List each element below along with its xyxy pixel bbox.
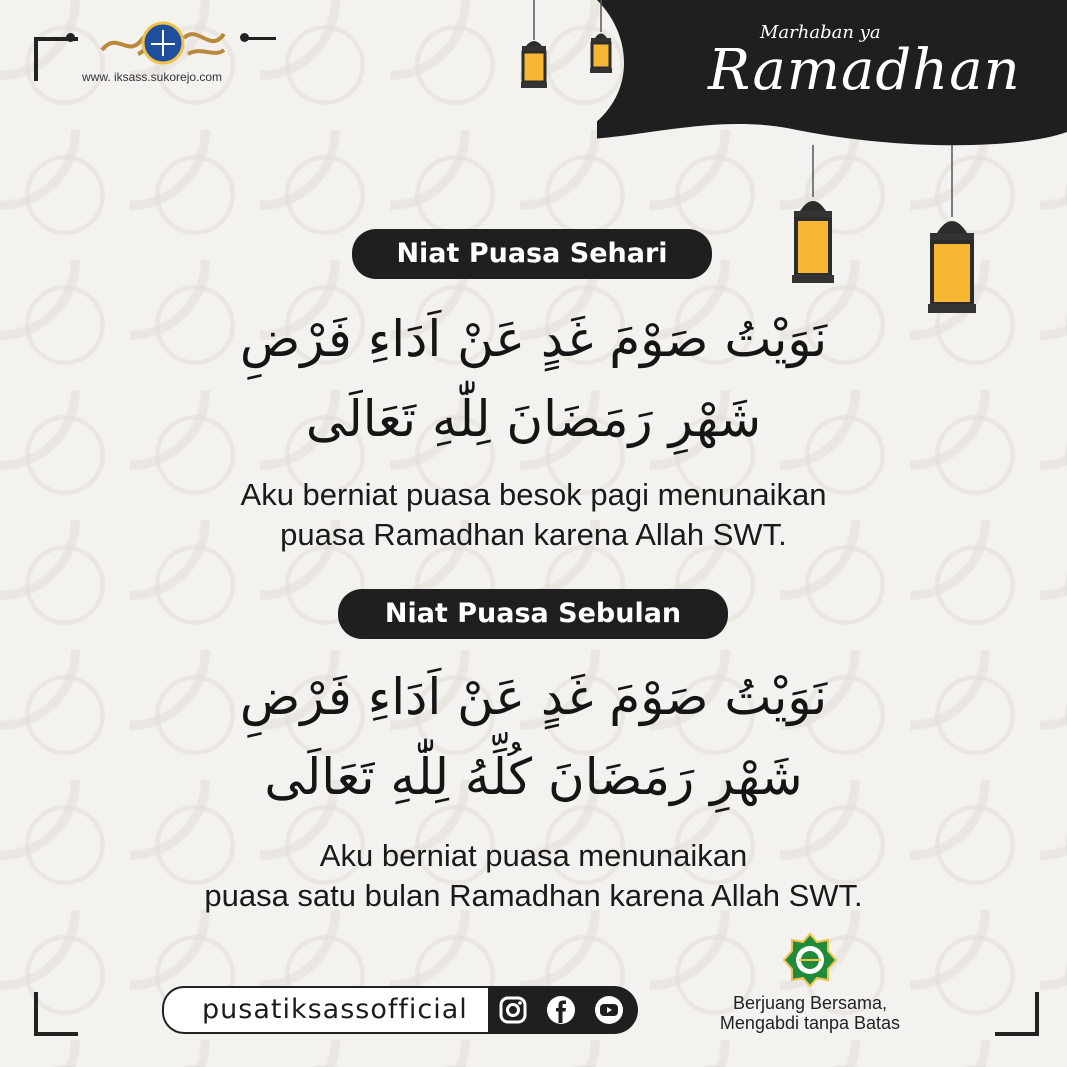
translation-sebulan-line-1: Aku berniat puasa menunaikan xyxy=(319,838,748,873)
section-title-sehari: Niat Puasa Sehari xyxy=(352,229,712,279)
instagram-icon[interactable] xyxy=(498,995,528,1025)
youtube-icon[interactable] xyxy=(594,995,624,1025)
arabic-niat-sehari-line-2: شَهْرِ رَمَضَانَ لِلّٰهِ تَعَالَى xyxy=(305,390,762,448)
corner-frame-bottom-left xyxy=(34,992,78,1036)
social-handle[interactable]: pusatiksassofficial xyxy=(202,994,468,1025)
banner-greeting-large: Ramadhan xyxy=(708,38,1021,103)
social-icons-box xyxy=(488,986,638,1034)
facebook-icon[interactable] xyxy=(546,995,576,1025)
banner-greeting-small: Marhaban ya xyxy=(760,22,881,43)
arabic-niat-sehari-line-1: نَوَيْتُ صَوْمَ غَدٍ عَنْ اَدَاءِ فَرْضِ xyxy=(239,310,828,368)
arabic-niat-sebulan-line-1: نَوَيْتُ صَوْمَ غَدٍ عَنْ اَدَاءِ فَرْضِ xyxy=(239,668,828,726)
section-title-sebulan: Niat Puasa Sebulan xyxy=(338,589,728,639)
website-link[interactable]: www. iksass.sukorejo.com xyxy=(82,70,223,84)
lantern-icon xyxy=(514,0,554,95)
corner-dot xyxy=(66,33,75,42)
corner-tick xyxy=(246,37,276,40)
translation-sebulan-line-2: puasa satu bulan Ramadhan karena Allah SWT. xyxy=(204,878,863,913)
tagline-line-2: Mengabdi tanpa Batas xyxy=(719,1013,901,1033)
lantern-icon xyxy=(922,145,982,323)
lantern-icon xyxy=(786,145,840,293)
iksass-calligraphy-logo-icon xyxy=(98,20,228,66)
tagline-line-1: Berjuang Bersama, xyxy=(732,993,888,1013)
social-media-bar xyxy=(162,986,638,1034)
arabic-niat-sebulan-line-2: شَهْرِ رَمَضَانَ كُلِّهُ لِلّٰهِ تَعَالَى xyxy=(264,748,803,806)
lantern-icon xyxy=(586,0,616,80)
corner-frame-top-left xyxy=(34,37,78,81)
nu-emblem-icon xyxy=(782,932,838,988)
translation-sehari-line-2: puasa Ramadhan karena Allah SWT. xyxy=(280,517,787,552)
translation-sehari-line-1: Aku berniat puasa besok pagi menunaikan xyxy=(240,477,827,512)
corner-frame-bottom-right xyxy=(995,992,1039,1036)
corner-dot xyxy=(240,33,249,42)
